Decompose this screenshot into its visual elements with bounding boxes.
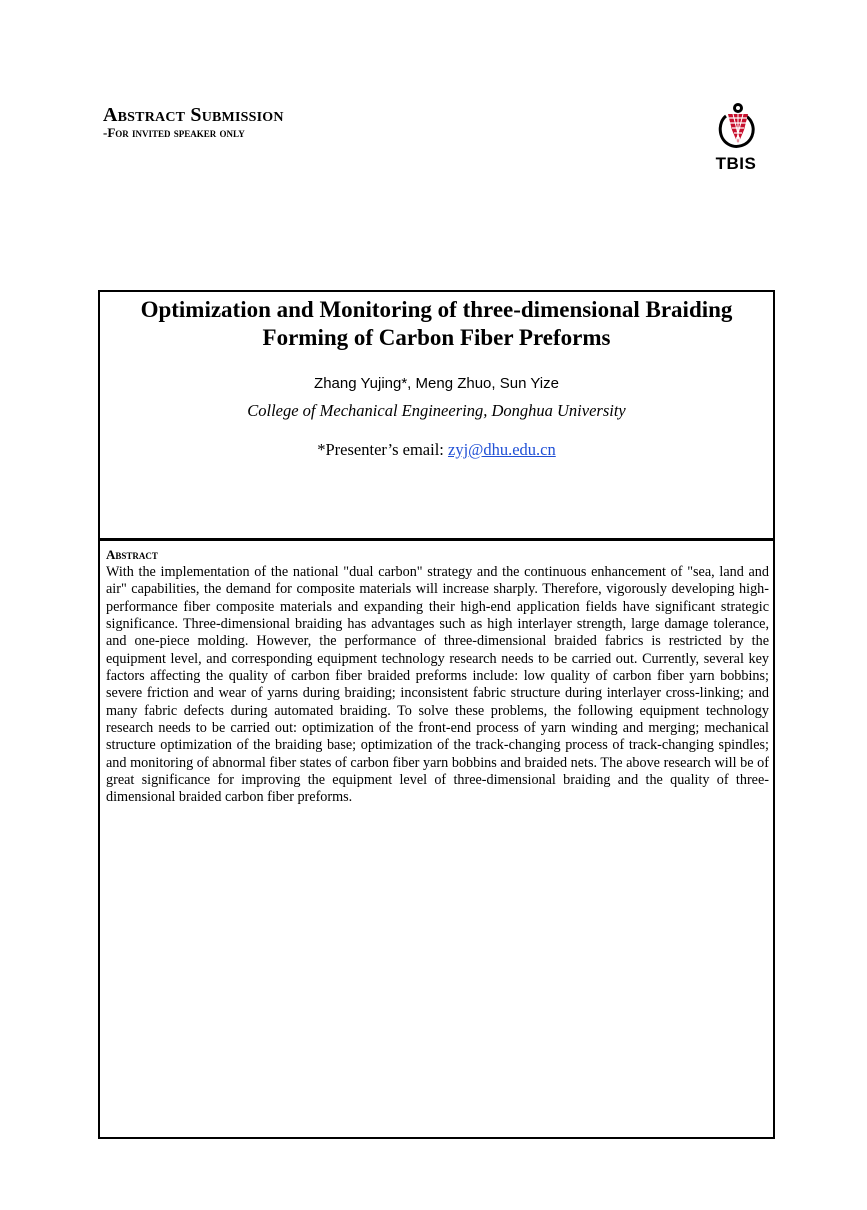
email-link[interactable]: zyj@dhu.edu.cn — [448, 440, 556, 459]
email-label: *Presenter’s email: — [317, 440, 448, 459]
abstract-box — [98, 538, 775, 1139]
presenter-email-line — [100, 440, 773, 460]
paper-title: Optimization and Monitoring of three-dimensional Braiding Forming of Carbon Fiber Preforms — [140, 297, 733, 350]
tbis-emblem-icon — [716, 100, 756, 154]
title-box — [98, 290, 775, 538]
page-subheading: -For invited speaker only — [103, 125, 245, 140]
abstract-heading: Abstract — [106, 547, 158, 562]
paper-affiliation: College of Mechanical Engineering, Donghua University — [247, 401, 626, 420]
tbis-logo — [706, 100, 766, 178]
abstract-text: With the implementation of the national "dual carbon" strategy and the continuous enhancement of "sea, land and air" capabilities, the demand for composite materials will increase sharply. Therefore, vigorously developing high-performance fiber composite materials and expanding their high-end application fields have significant strategic significance. Three-dimensional braiding has advantages such as high interlayer strength, large damage tolerance, and one-piece molding. However, the performance of three-dimensional braided fabrics is restricted by the equipment level, and corresponding equipment technology research needs to be carried out. Currently, several key factors affecting the quality of carbon fiber braided preforms include: low quality of carbon fiber yarn bobbins; severe friction and wear of yarns during braiding; inconsistent fabric structure during interlayer cross-linking; and many fabric defects during automated braiding. To solve these problems, the following equipment technology research needs to be carried out: optimization of the front-end process of yarn winding and merging; mechanical structure optimization of the braiding base; optimization of the track-changing process of track-changing spindles; and monitoring of abnormal fiber states of carbon fiber yarn bobbins and braided nets. The above research will be of great significance for improving the equipment level of three-dimensional braiding and the quality of three-dimensional braided carbon fiber preforms. — [106, 564, 769, 806]
header-block — [103, 104, 284, 140]
page-heading: Abstract Submission — [103, 104, 284, 126]
logo-text: TBIS — [715, 154, 757, 173]
paper-authors: Zhang Yujing*, Meng Zhuo, Sun Yize — [314, 375, 559, 392]
